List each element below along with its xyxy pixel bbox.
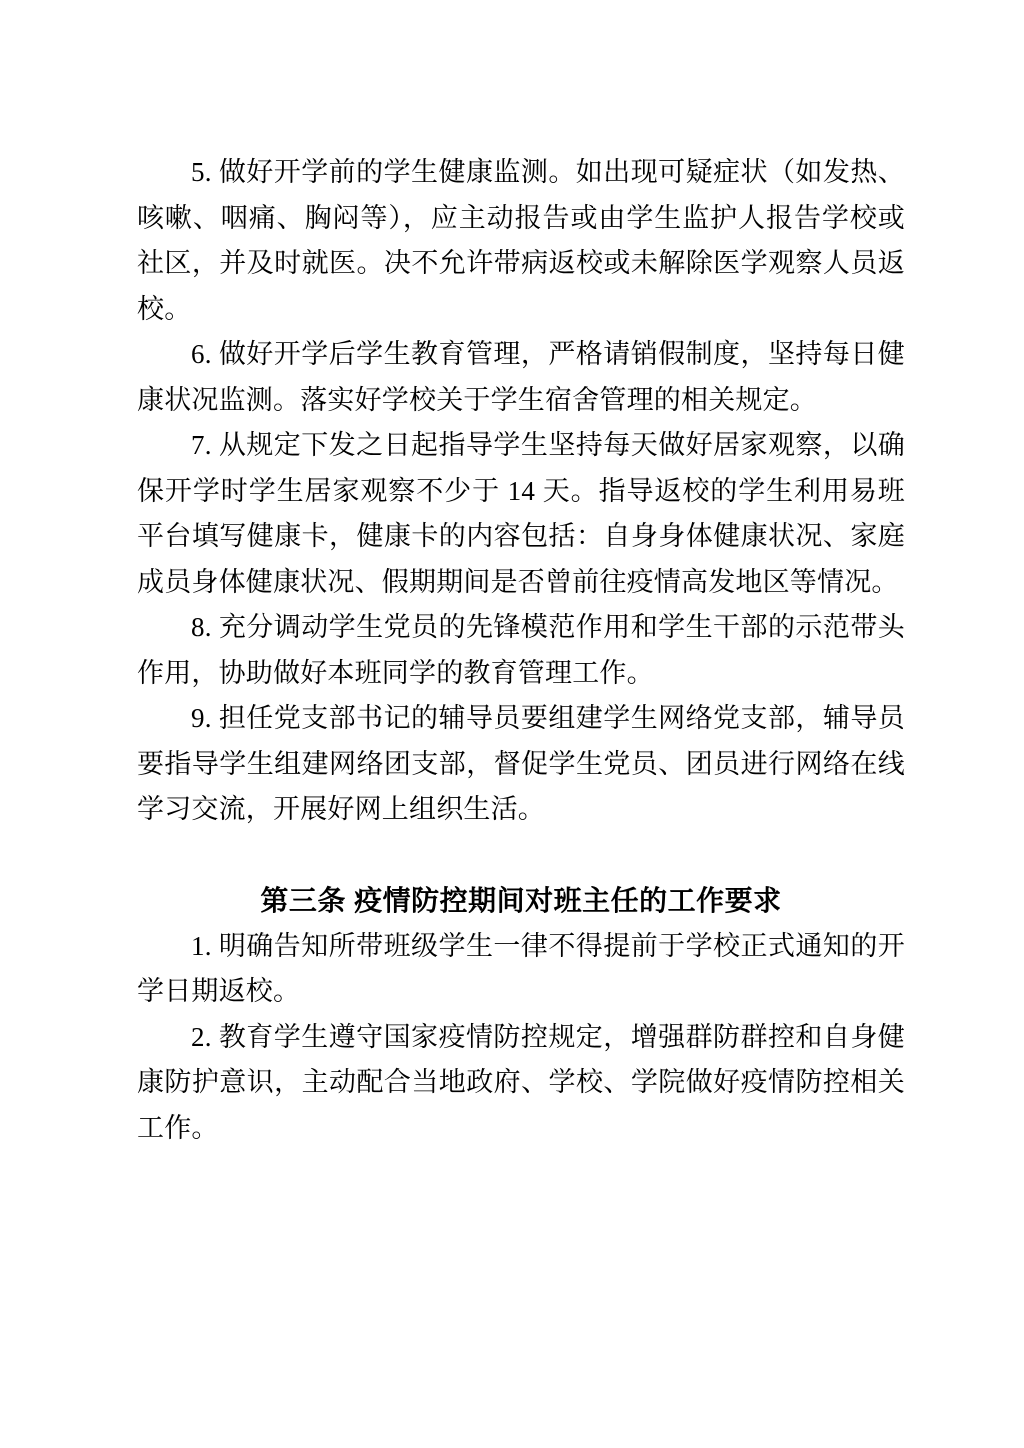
list-item-8: 8. 充分调动学生党员的先锋模范作用和学生干部的示范带头作用，协助做好本班同学的教育管理工作。 bbox=[137, 612, 905, 688]
document-text-block bbox=[137, 150, 905, 1151]
section-three-heading: 第三条 疫情防控期间对班主任的工作要求 bbox=[260, 885, 782, 916]
list-item-7: 7. 从规定下发之日起指导学生坚持每天做好居家观察，以确保开学时学生居家观察不少于 14 天。指导返校的学生利用易班平台填写健康卡，健康卡的内容包括：自身身体健康状况、家庭成员身体健康状况、假期期间是否曾前往疫情高发地区等情况。 bbox=[137, 430, 905, 597]
list-item-6: 6. 做好开学后学生教育管理，严格请销假制度，坚持每日健康状况监测。落实好学校关于学生宿舍管理的相关规定。 bbox=[137, 339, 905, 415]
section-three-item-2: 2. 教育学生遵守国家疫情防控规定，增强群防群控和自身健康防护意识，主动配合当地政府、学校、学院做好疫情防控相关工作。 bbox=[137, 1021, 905, 1143]
list-item-9: 9. 担任党支部书记的辅导员要组建学生网络党支部，辅导员要指导学生组建网络团支部，督促学生党员、团员进行网络在线学习交流，开展好网上组织生活。 bbox=[137, 703, 905, 824]
list-item-5: 5. 做好开学前的学生健康监测。如出现可疑症状（如发热、咳嗽、咽痛、胸闷等），应主动报告或由学生监护人报告学校或社区，并及时就医。决不允许带病返校或未解除医学观察人员返校。 bbox=[137, 157, 905, 324]
section-three-item-1: 1. 明确告知所带班级学生一律不得提前于学校正式通知的开学日期返校。 bbox=[137, 930, 905, 1006]
